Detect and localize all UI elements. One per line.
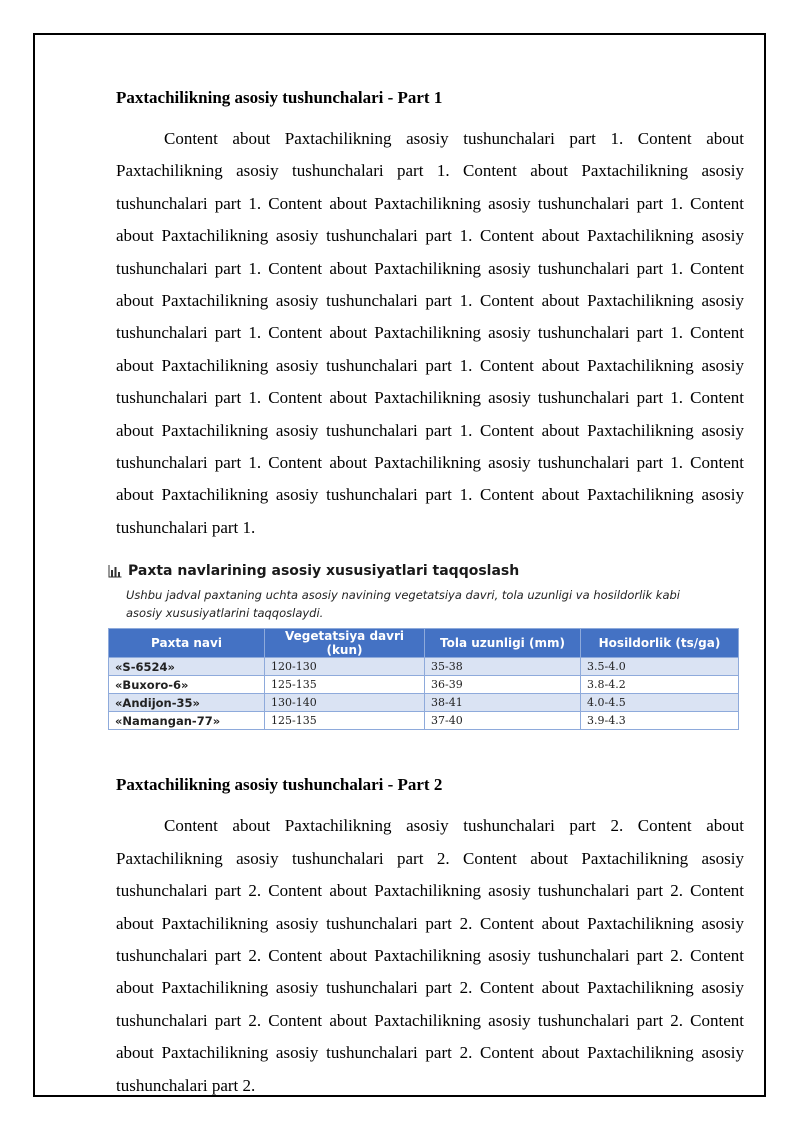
table-cell: 125-135 [265, 712, 425, 730]
cotton-varieties-table [108, 628, 739, 730]
table-cell: «S-6524» [109, 658, 265, 676]
section-2-heading: Paxtachilikning asosiy tushunchalari - Part 2 [116, 775, 443, 795]
table-cell: «Buxoro-6» [109, 676, 265, 694]
table-cell: 120-130 [265, 658, 425, 676]
table-title: Paxta navlarining asosiy xususiyatlari taqqoslash [128, 563, 520, 580]
table-cell: «Namangan-77» [109, 712, 265, 730]
table-description: Ushbu jadval paxtaning uchta asosiy navining vegetatsiya davri, tola uzunligi va hosildorlik kabi asosiy xususiyatlarini taqqoslaydi. [126, 588, 680, 621]
table-header-row [109, 629, 739, 658]
column-header: Tola uzunligi (mm) [425, 629, 581, 658]
table-cell: 38-41 [425, 694, 581, 712]
table-cell: 3.5-4.0 [581, 658, 739, 676]
table-cell: 35-38 [425, 658, 581, 676]
table-cell: «Andijon-35» [109, 694, 265, 712]
section-1-paragraph: Content about Paxtachilikning asosiy tushunchalari part 1. Content about Paxtachilikning asosiy tushunchalari part 1. Content about Paxtachilikning asosiy tushunchalari part 1. Content about Paxtachilikning asosiy tushunchalari part 1. Content about Paxtachilikning asosiy tushunchalari part 1. Content about Paxtachilikning asosiy tushunchalari part 1. Content about Paxtachilikning asosiy tushunchalari part 1. Content about Paxtachilikning asosiy tushunchalari part 1. Content about Paxtachilikning asosiy tushunchalari part 1. Content about Paxtachilikning asosiy tushunchalari part 1. Content about Paxtachilikning asosiy tushunchalari part 1. Content about Paxtachilikning asosiy tushunchalari part 1. Content about Paxtachilikning asosiy tushunchalari part 1. Content about Paxtachilikning asosiy tushunchalari part 1. Content about Paxtachilikning asosiy tushunchalari part 1. Content about Paxtachilikning asosiy tushunchalari part 1. Content about Paxtachilikning asosiy tushunchalari part 1. Content about Paxtachilikning asosiy tushunchalari part 1. [116, 129, 744, 537]
table-title-row [108, 562, 738, 580]
comparison-table-block [108, 562, 738, 730]
column-header: Paxta navi [109, 629, 265, 658]
table-cell: 4.0-4.5 [581, 694, 739, 712]
table-row [109, 676, 739, 694]
table-cell: 125-135 [265, 676, 425, 694]
page-frame [33, 33, 766, 1097]
table-row [109, 694, 739, 712]
table-cell: 3.9-4.3 [581, 712, 739, 730]
table-row [109, 658, 739, 676]
section-2-paragraph: Content about Paxtachilikning asosiy tushunchalari part 2. Content about Paxtachilikning asosiy tushunchalari part 2. Content about Paxtachilikning asosiy tushunchalari part 2. Content about Paxtachilikning asosiy tushunchalari part 2. Content about Paxtachilikning asosiy tushunchalari part 2. Content about Paxtachilikning asosiy tushunchalari part 2. Content about Paxtachilikning asosiy tushunchalari part 2. Content about Paxtachilikning asosiy tushunchalari part 2. Content about Paxtachilikning asosiy tushunchalari part 2. Content about Paxtachilikning asosiy tushunchalari part 2. Content about Paxtachilikning asosiy tushunchalari part 2. Content about Paxtachilikning asosiy tushunchalari part 2. [116, 816, 744, 1095]
table-cell: 130-140 [265, 694, 425, 712]
table-cell: 36-39 [425, 676, 581, 694]
section-1-heading: Paxtachilikning asosiy tushunchalari - Part 1 [116, 88, 443, 107]
column-header: Hosildorlik (ts/ga) [581, 629, 739, 658]
document-content [116, 87, 744, 1097]
column-header: Vegetatsiya davri (kun) [265, 629, 425, 658]
bar-chart-icon [108, 564, 122, 578]
table-cell: 37-40 [425, 712, 581, 730]
table-row [109, 712, 739, 730]
table-cell: 3.8-4.2 [581, 676, 739, 694]
